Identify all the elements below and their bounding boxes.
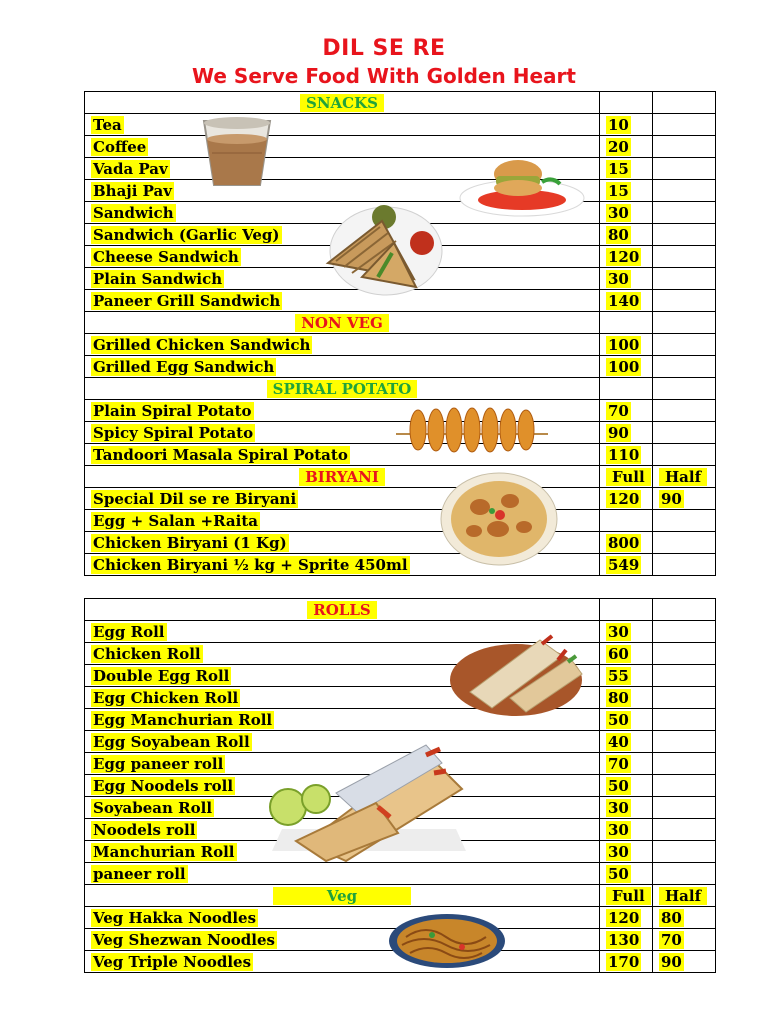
item-name: Egg Noodels roll — [93, 776, 234, 795]
item-price-full: 800 — [608, 533, 640, 552]
item-price: 30 — [608, 269, 629, 288]
item-price: 30 — [608, 820, 629, 839]
item-price: 80 — [608, 688, 629, 707]
menu-row — [85, 665, 716, 687]
biryani-full-label: Full — [606, 468, 651, 486]
item-price: 15 — [608, 181, 629, 200]
item-name: Double Egg Roll — [93, 666, 230, 685]
item-price: 70 — [608, 401, 629, 420]
menu-row — [85, 643, 716, 665]
section-title-rolls: ROLLS — [307, 601, 376, 619]
menu-row — [85, 488, 716, 510]
item-name: Veg Triple Noodles — [93, 952, 252, 971]
menu-row — [85, 136, 716, 158]
menu-row — [85, 510, 716, 532]
restaurant-name: DIL SE RE — [322, 36, 446, 61]
item-name: Chicken Biryani ½ kg + Sprite 450ml — [93, 555, 408, 574]
item-name: Grilled Egg Sandwich — [93, 357, 275, 376]
item-price: 70 — [608, 754, 629, 773]
item-name: Spicy Spiral Potato — [93, 423, 254, 442]
section-non-veg — [85, 312, 716, 334]
section-rolls — [85, 599, 716, 621]
item-name: Grilled Chicken Sandwich — [93, 335, 311, 354]
item-price-full: 130 — [608, 930, 640, 949]
menu-row — [85, 114, 716, 136]
item-name: Soyabean Roll — [93, 798, 213, 817]
item-price-half: 70 — [661, 930, 682, 949]
item-price: 90 — [608, 423, 629, 442]
item-name: Manchurian Roll — [93, 842, 235, 861]
egg-rolls-photo — [266, 733, 472, 867]
item-name: Paneer Grill Sandwich — [93, 291, 281, 310]
section-title-veg: Veg — [273, 887, 411, 905]
item-name: Sandwich (Garlic Veg) — [93, 225, 280, 244]
item-price: 100 — [608, 357, 640, 376]
grilled-sandwich-photo — [322, 203, 444, 299]
item-price: 110 — [608, 445, 640, 464]
menu-table-snacks — [84, 91, 716, 576]
restaurant-tagline: We Serve Food With Golden Heart — [192, 64, 576, 88]
item-name: Egg Soyabean Roll — [93, 732, 250, 751]
section-spiral-potato — [85, 378, 716, 400]
vada-pav-photo — [458, 154, 586, 218]
item-price: 15 — [608, 159, 629, 178]
item-price: 140 — [608, 291, 640, 310]
item-name: Veg Hakka Noodles — [93, 908, 257, 927]
item-name: Egg Manchurian Roll — [93, 710, 273, 729]
biryani-photo — [440, 471, 558, 567]
biryani-items — [85, 488, 716, 576]
section-title-spiral-potato: SPIRAL POTATO — [267, 380, 418, 398]
menu-row — [85, 621, 716, 643]
item-price: 30 — [608, 622, 629, 641]
menu-row — [85, 532, 716, 554]
item-price: 55 — [608, 666, 629, 685]
menu-row — [85, 334, 716, 356]
item-price: 30 — [608, 203, 629, 222]
item-name: Veg Shezwan Noodles — [93, 930, 275, 949]
item-price-full: 170 — [608, 952, 640, 971]
item-name: Noodels roll — [93, 820, 196, 839]
item-price: 10 — [608, 115, 629, 134]
item-name: Vada Pav — [93, 159, 168, 178]
item-name: Chicken Biryani (1 Kg) — [93, 533, 287, 552]
menu-row — [85, 158, 716, 180]
section-title-biryani: BIRYANI — [299, 468, 385, 486]
tea-cup-photo — [200, 113, 274, 189]
item-price: 50 — [608, 864, 629, 883]
item-price: 30 — [608, 798, 629, 817]
veg-half-label: Half — [659, 887, 707, 905]
item-name: Egg + Salan +Raita — [93, 511, 258, 530]
item-price-half: 90 — [661, 952, 682, 971]
biryani-half-label: Half — [659, 468, 707, 486]
item-name: paneer roll — [93, 864, 186, 883]
menu-row — [85, 180, 716, 202]
item-price: 30 — [608, 842, 629, 861]
noodles-bowl-photo — [388, 913, 506, 969]
menu-row — [85, 356, 716, 378]
item-name: Chicken Roll — [93, 644, 201, 663]
item-price-full: 120 — [608, 489, 640, 508]
item-price: 80 — [608, 225, 629, 244]
item-price-half: 80 — [661, 908, 682, 927]
item-name: Special Dil se re Biryani — [93, 489, 297, 508]
item-name: Egg Chicken Roll — [93, 688, 239, 707]
item-name: Plain Spiral Potato — [93, 401, 252, 420]
item-price: 100 — [608, 335, 640, 354]
item-price-full: 549 — [608, 555, 640, 574]
menu-row — [85, 687, 716, 709]
item-price: 50 — [608, 776, 629, 795]
spiral-potato-photo — [396, 404, 548, 456]
item-price: 50 — [608, 710, 629, 729]
menu-row — [85, 709, 716, 731]
section-title-non-veg: NON VEG — [295, 314, 389, 332]
item-name: Sandwich — [93, 203, 174, 222]
item-name: Tea — [93, 115, 122, 134]
item-price: 60 — [608, 644, 629, 663]
chicken-roll-photo — [450, 622, 588, 718]
section-title-snacks: SNACKS — [300, 94, 384, 112]
item-name: Coffee — [93, 137, 147, 156]
menu-row — [85, 554, 716, 576]
item-price: 20 — [608, 137, 629, 156]
item-name: Tandoori Masala Spiral Potato — [93, 445, 348, 464]
item-name: Cheese Sandwich — [93, 247, 239, 266]
section-biryani — [85, 466, 716, 488]
item-name: Egg Roll — [93, 622, 165, 641]
section-snacks — [85, 92, 716, 114]
item-name: Egg paneer roll — [93, 754, 224, 773]
non-veg-items — [85, 334, 716, 378]
item-price-full: 120 — [608, 908, 640, 927]
item-price: 120 — [608, 247, 640, 266]
item-name: Plain Sandwich — [93, 269, 223, 288]
item-name: Bhaji Pav — [93, 181, 172, 200]
section-veg — [85, 885, 716, 907]
veg-full-label: Full — [606, 887, 651, 905]
item-price-half: 90 — [661, 489, 682, 508]
item-price: 40 — [608, 732, 629, 751]
